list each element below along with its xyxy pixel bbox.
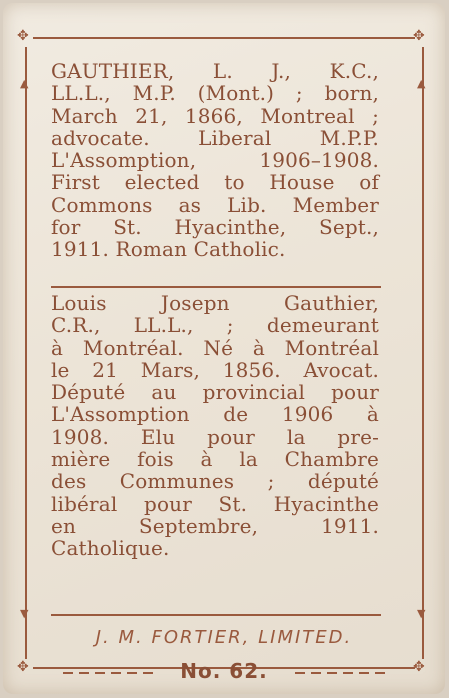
french-text-line: Louis Josepn Gauthier, bbox=[51, 291, 379, 315]
french-text-line: mière fois à la Chambre bbox=[51, 447, 379, 472]
english-text-line: Commons as Lib. Member bbox=[51, 192, 379, 217]
french-text-line: à Montréal. Né à Montréal bbox=[51, 335, 379, 360]
french-text-line: 1908. Elu pour la pre- bbox=[51, 424, 379, 449]
english-text-line: March 21, 1866, Montreal ; bbox=[51, 103, 379, 128]
french-text-line: Député au provincial pour bbox=[51, 380, 379, 405]
left-border bbox=[25, 47, 27, 659]
english-biography bbox=[51, 60, 379, 261]
corner-ornament-bottom-right: ✥ bbox=[413, 659, 425, 675]
english-text-line: advocate. Liberal M.P.P. bbox=[51, 125, 379, 150]
section-divider bbox=[51, 286, 381, 288]
right-border-arrow-top: ▲ bbox=[417, 77, 426, 90]
corner-ornament-bottom-left: ✥ bbox=[17, 659, 29, 675]
footer-divider bbox=[51, 614, 381, 616]
english-text-line: for St. Hyacinthe, Sept., bbox=[51, 215, 379, 240]
right-border-arrow-bottom: ▼ bbox=[417, 607, 426, 620]
french-text-line: des Communes ; député bbox=[51, 469, 379, 494]
corner-ornament-top-left: ✥ bbox=[17, 28, 29, 44]
english-text-line: 1911. Roman Catholic. bbox=[51, 237, 286, 262]
top-border bbox=[33, 37, 415, 39]
english-text-line: L'Assomption, 1906–1908. bbox=[51, 148, 379, 173]
french-text-line: L'Assomption de 1906 à bbox=[51, 402, 379, 427]
publisher-name: J. M. FORTIER, LIMITED. bbox=[95, 627, 353, 648]
french-text-line: le 21 Mars, 1856. Avocat. bbox=[51, 357, 379, 382]
card-number: No. 62. bbox=[180, 659, 268, 683]
right-border bbox=[422, 47, 424, 659]
english-text-line: LL.L., M.P. (Mont.) ; born, bbox=[51, 81, 379, 106]
french-biography bbox=[51, 292, 379, 560]
french-text-line: C.R., LL.L., ; demeurant bbox=[51, 313, 379, 338]
trading-card bbox=[3, 3, 445, 694]
english-text-line: First elected to House of bbox=[51, 170, 379, 195]
left-border-arrow-bottom: ▼ bbox=[20, 607, 29, 620]
french-text-line: libéral pour St. Hyacinthe bbox=[51, 491, 379, 516]
french-text-line: en Septembre, 1911. bbox=[51, 513, 379, 538]
left-border-arrow-top: ▲ bbox=[20, 77, 29, 90]
english-text-line: GAUTHIER, L. J., K.C., bbox=[51, 59, 379, 83]
french-text-line: Catholique. bbox=[51, 536, 170, 561]
corner-ornament-top-right: ✥ bbox=[413, 28, 425, 44]
